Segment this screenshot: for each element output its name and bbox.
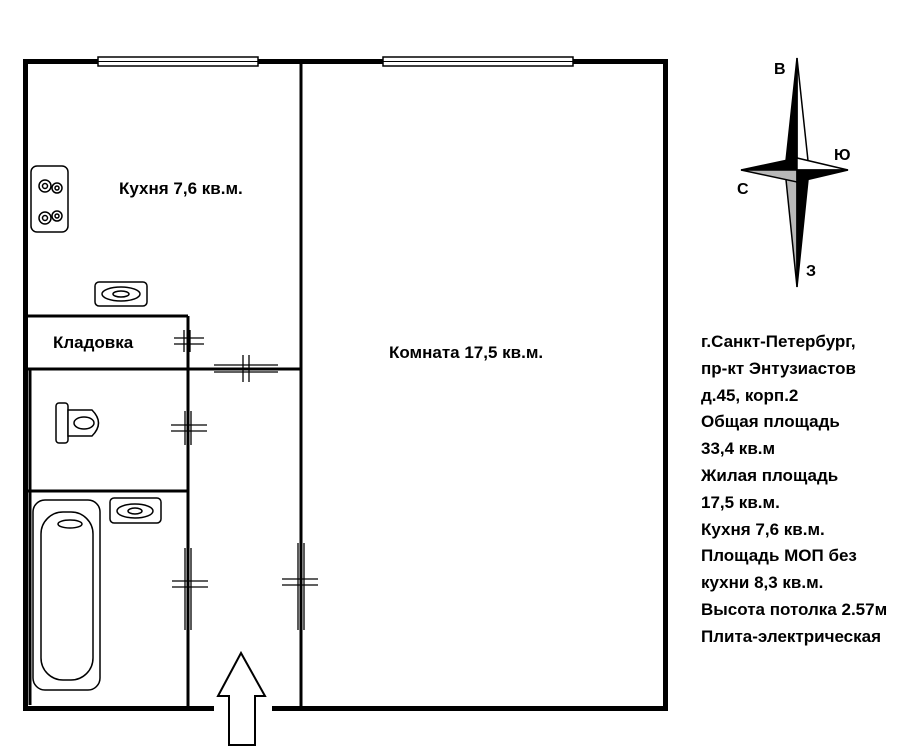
info-line: 33,4 кв.м xyxy=(701,439,776,459)
info-line: пр-кт Энтузиастов xyxy=(701,358,856,378)
info-line: Кухня 7,6 кв.м. xyxy=(701,519,825,539)
info-line: д.45, корп.2 xyxy=(701,385,799,405)
info-line: Высота потолка 2.57м xyxy=(701,599,888,619)
door-markers xyxy=(171,330,318,630)
bathtub-icon xyxy=(33,500,100,690)
info-line: г.Санкт-Петербург, xyxy=(701,332,856,351)
kitchen-sink-icon xyxy=(95,282,147,306)
info-line: Жилая площадь xyxy=(701,465,839,485)
info-line: Общая площадь xyxy=(701,412,840,432)
info-line: Плита-электрическая xyxy=(701,626,882,646)
toilet-icon xyxy=(56,403,99,443)
compass-icon xyxy=(741,58,848,287)
stove-icon xyxy=(31,166,68,232)
compass-north-label: В xyxy=(774,61,786,78)
room-label: Комната 17,5 кв.м. xyxy=(389,343,544,362)
apartment-info xyxy=(701,329,919,651)
info-line: Площадь МОП без xyxy=(701,546,857,566)
kitchen-label: Кухня 7,6 кв.м. xyxy=(119,179,243,198)
compass-south-label: З xyxy=(806,263,817,280)
bath-sink-icon xyxy=(110,498,161,523)
kitchen-window xyxy=(98,57,258,66)
entrance-arrow-icon xyxy=(218,653,265,745)
room-window xyxy=(383,57,573,66)
outer-walls xyxy=(26,62,666,709)
info-line: кухни 8,3 кв.м. xyxy=(701,573,824,593)
info-line: 17,5 кв.м. xyxy=(701,492,780,512)
storage-label: Кладовка xyxy=(53,333,134,352)
compass-west-label: С xyxy=(737,181,749,198)
compass-east-label: Ю xyxy=(834,147,851,164)
